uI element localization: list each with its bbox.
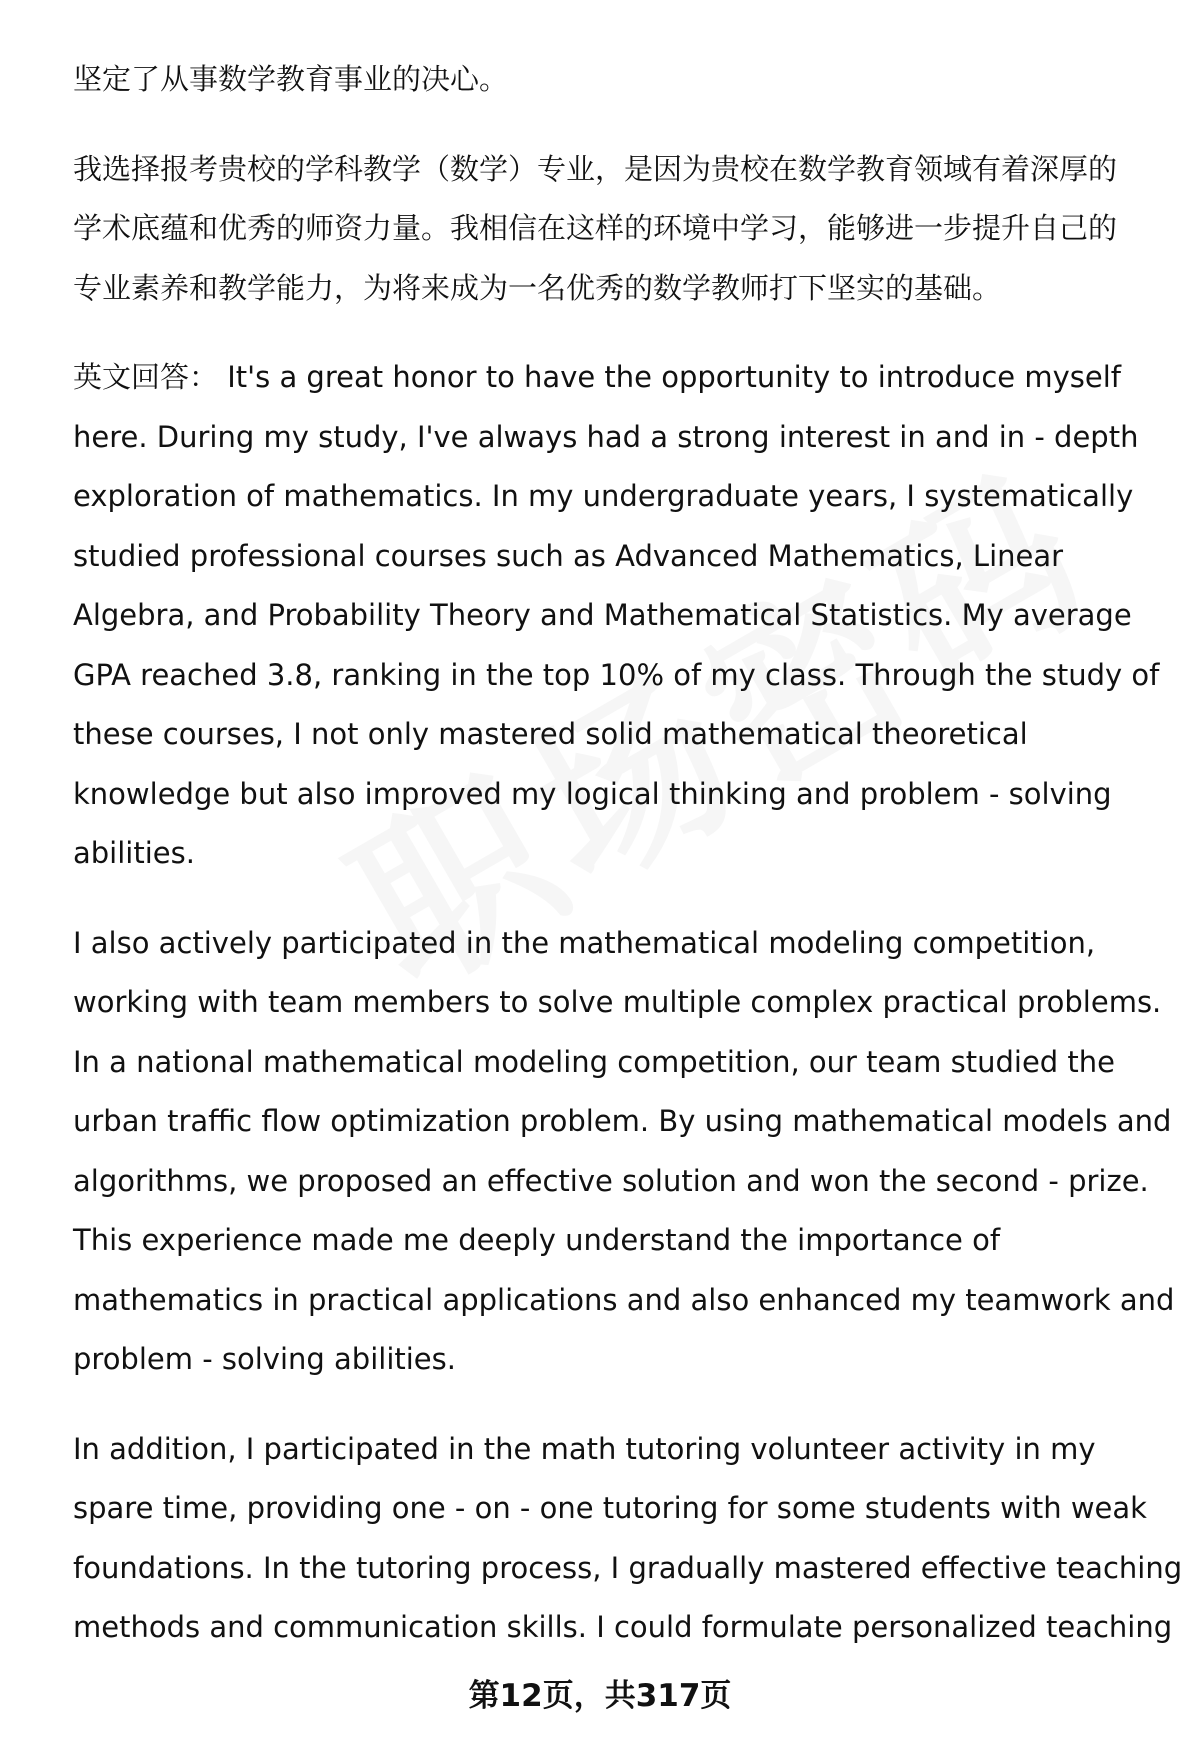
text-line: foundations. In the tutoring process, I gradually mastered effective teaching bbox=[73, 1550, 1183, 1585]
text-line: algorithms, we proposed an effective solution and won the second - prize. bbox=[73, 1163, 1149, 1198]
text-line: studied professional courses such as Advanced Mathematics, Linear bbox=[73, 538, 1064, 573]
text-line: This experience made me deeply understand the importance of bbox=[73, 1223, 1001, 1257]
paragraph bbox=[73, 914, 1175, 1390]
text-line: Algebra, and Probability Theory and Mathematical Statistics. My average bbox=[73, 598, 1132, 632]
text-line: In a national mathematical modeling competition, our team studied the bbox=[73, 1044, 1116, 1079]
text-line: urban traffic flow optimization problem. By using mathematical models and bbox=[73, 1104, 1172, 1138]
text-line: mathematics in practical applications and also enhanced my teamwork and bbox=[73, 1282, 1175, 1317]
text-line: 我选择报考贵校的学科教学（数学）专业，是因为贵校在数学教育领域有着深厚的 bbox=[73, 151, 1118, 186]
text-line: 坚定了从事数学教育事业的决心。 bbox=[73, 62, 509, 96]
text-line: methods and communication skills. I could formulate personalized teaching bbox=[73, 1610, 1173, 1644]
document-body bbox=[73, 50, 1183, 1688]
paragraph bbox=[73, 50, 1153, 110]
text-line: 专业素养和教学能力，为将来成为一名优秀的数学教师打下坚实的基础。 bbox=[73, 270, 1002, 305]
text-line: In addition, I participated in the math tutoring volunteer activity in my bbox=[73, 1431, 1096, 1466]
text-line: GPA reached 3.8, ranking in the top 10% of my class. Through the study of bbox=[73, 657, 1160, 692]
text-line: abilities. bbox=[73, 836, 195, 870]
text-line: 英文回答： It's a great honor to have the opportunity to introduce myself bbox=[73, 360, 1121, 394]
paragraph bbox=[73, 140, 1153, 319]
text-line: 学术底蕴和优秀的师资力量。我相信在这样的环境中学习，能够进一步提升自己的 bbox=[73, 211, 1118, 245]
text-line: problem - solving abilities. bbox=[73, 1342, 456, 1376]
text-line: working with team members to solve multiple complex practical problems. bbox=[73, 985, 1162, 1019]
text-line: exploration of mathematics. In my undergraduate years, I systematically bbox=[73, 479, 1134, 513]
page-number: 第12页，共317页 bbox=[468, 1678, 732, 1714]
paragraph bbox=[73, 1420, 1183, 1658]
text-line: knowledge but also improved my logical thinking and problem - solving bbox=[73, 776, 1112, 811]
text-line: spare time, providing one - on - one tutoring for some students with weak bbox=[73, 1491, 1147, 1525]
text-line: these courses, I not only mastered solid mathematical theoretical bbox=[73, 717, 1028, 751]
text-line: here. During my study, I've always had a strong interest in and in - depth bbox=[73, 419, 1139, 454]
paragraph bbox=[73, 348, 1160, 884]
text-line: I also actively participated in the mathematical modeling competition, bbox=[73, 925, 1096, 960]
